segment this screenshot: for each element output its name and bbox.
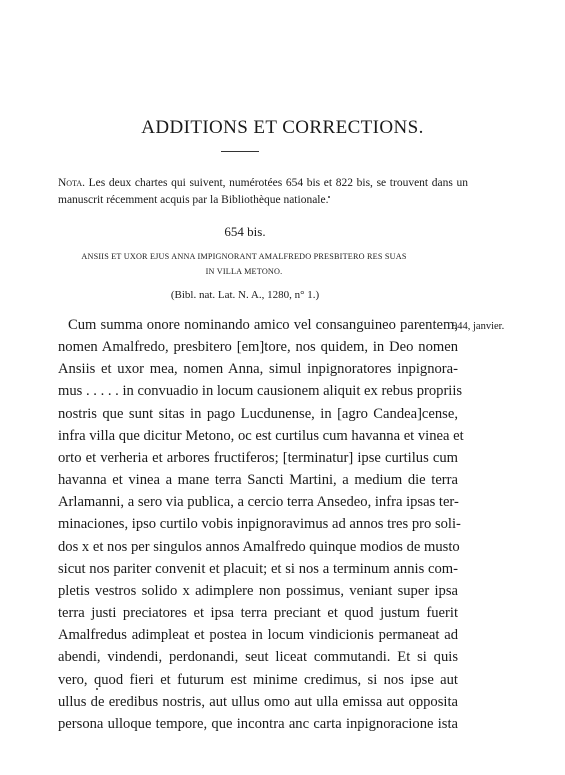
charter-title-line-1: ANSIIS ET UXOR EJUS ANNA IMPIGNORANT AMALFREDO PRESBITERO RES SUAS bbox=[81, 252, 407, 261]
text-line: nostris que sunt sitas in pago Lucdunense, in [agro Candea]cense, bbox=[58, 405, 458, 422]
text-line: nomen Amalfredo, presbitero [em]tore, nos quidem, in Deo nomen bbox=[58, 339, 458, 356]
charter-text bbox=[58, 314, 464, 735]
text-line: orto et verheria et arbores fructiferos; [terminatur] ipse curtilus cum bbox=[58, 449, 458, 466]
margin-date: 944, janvier. bbox=[452, 321, 505, 332]
text-line: vero, quod fieri et futurum est minime credimus, si nos ipse aut bbox=[58, 671, 458, 688]
text-line: ullus de eredibus nostris, aut ullus omo aut ulla emissa aut opposita bbox=[58, 693, 458, 710]
charter-title-line-2: IN VILLA METONO. bbox=[205, 267, 283, 276]
text-line: mus . . . . . in convuadio in locum causionem aliquit ex rebus propriis bbox=[58, 383, 463, 400]
nota-paragraph bbox=[58, 175, 468, 209]
charter-source: (Bibl. nat. Lat. N. A., 1280, n° 1.) bbox=[170, 289, 320, 301]
text-line: persona ulloque tempore, que incontra anc carta inpignoracione ista bbox=[58, 715, 458, 732]
text-line: Cum summa onore nominando amico vel consanguineo parentem, bbox=[68, 317, 458, 333]
text-line: minaciones, ipso curtilo vobis inpignoravimus ad annos tres pro soli- bbox=[58, 516, 461, 533]
scan-speck bbox=[96, 688, 98, 690]
text-line: pletis vestros solido x adimplere non possimus, veniant super ipsa bbox=[58, 582, 458, 599]
text-line: Ansiis et uxor mea, nomen Anna, simul inpignoratores inpignora- bbox=[58, 361, 458, 378]
page-heading: ADDITIONS ET CORRECTIONS. bbox=[141, 117, 424, 138]
text-line: terra justi preciatores et ipsa terra preciant et quod justum fuerit bbox=[58, 605, 458, 622]
text-line: infra villa que dicitur Metono, oc est curtilus cum havanna et vinea et bbox=[58, 427, 464, 444]
text-line: Amalfredus adimpleat et postea in locum vindicionis permaneat ad bbox=[58, 627, 458, 644]
nota-line-2: un manuscrit récemment acquis par la Bibliothèque nationale. bbox=[58, 177, 469, 206]
nota-label: Nota. bbox=[58, 177, 85, 189]
heading-rule bbox=[221, 151, 259, 152]
text-line: sicut nos pariter convenit et placuit; et si nos a terminum annis com- bbox=[58, 560, 458, 577]
charter-number: 654 bis. bbox=[224, 224, 266, 239]
nota-line-1: Les deux chartes qui suivent, numérotées 654 bis et 822 bis, se trouvent dans bbox=[88, 177, 453, 189]
text-line: abendi, vindendi, perdonandi, seut liceat commutandi. Et si quis bbox=[58, 649, 458, 666]
text-line: havanna et vinea a mane terra Sancti Martini, a medium die terra bbox=[58, 472, 458, 489]
text-line: dos x et nos per singulos annos Amalfredo quinque modios de musto bbox=[58, 538, 460, 555]
charter-title bbox=[68, 249, 420, 279]
text-line: Arlamanni, a sero via publica, a cercio terra Ansedeo, infra ipsas ter- bbox=[58, 494, 459, 511]
scan-speck bbox=[328, 196, 330, 198]
